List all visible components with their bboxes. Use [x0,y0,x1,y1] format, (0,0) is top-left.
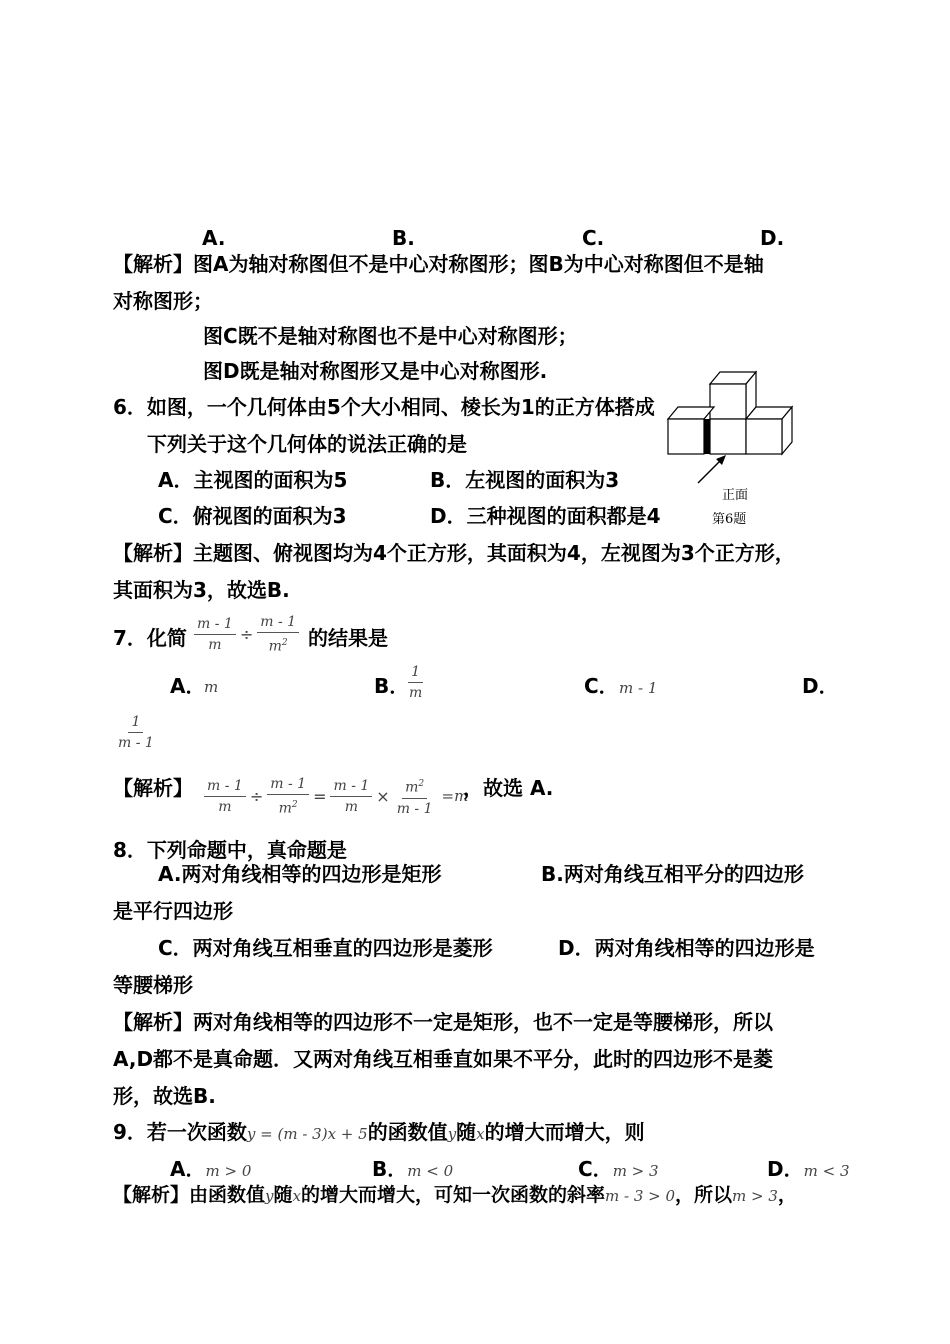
q7-option-c-label: C． [584,674,619,698]
q9-stem-sui: 随 [456,1120,477,1144]
q6-stem-line-1: 6．如图，一个几何体由5个大小相同、棱长为1的正方体搭成 [113,395,655,419]
q8-stem: 8．下列命题中，真命题是 [113,838,347,862]
q9-option-d: D．m < 3 [767,1157,850,1181]
q7-option-b-value: $\frac{1}{m}$ [409,664,423,701]
q6-stem-line-2: 下列关于这个几何体的说法正确的是 [147,432,467,456]
q9-option-c: C．m > 3 [578,1157,659,1181]
q6-option-d: D．三种视图的面积都是4 [430,504,661,528]
q7-stem-prefix: 7．化简 [113,626,187,650]
q8-option-d: D．两对角线相等的四边形是 [558,936,815,960]
q8-analysis-line-1: 【解析】两对角线相等的四边形不一定是矩形，也不一定是等腰梯形，所以 [113,1010,773,1034]
q5-option-a: A. [202,226,226,250]
q5-option-c: C. [582,226,605,250]
q5-analysis-line-1: 【解析】图A为轴对称图但不是中心对称图形；图B为中心对称图但不是轴 [113,252,764,276]
q9-stem [113,1120,645,1146]
q6-analysis-line-2: 其面积为3，故选B. [113,578,290,602]
q6-option-a: A．主视图的面积为5 [158,468,348,492]
q7-option-b-label: B． [374,674,410,698]
q5-analysis-line-2: 对称图形； [113,289,213,313]
q7-analysis-label: 【解析】 [113,776,193,800]
q7-frac-1: $\frac{m - 1}{m}$ [194,615,236,654]
cube-top-front [710,384,746,419]
q6-figure-caption: 第6题 [712,512,747,527]
q9-stem-expression: y = (m - 3)x + 5 [246,1125,368,1143]
q8-option-b: B.两对角线互相平分的四边形 [541,862,804,886]
q9-stem-x: x [476,1125,485,1143]
q9-stem-mid: 的函数值 [367,1120,448,1144]
q7-stem-suffix: 的结果是 [308,626,388,650]
q6-analysis-line-1: 【解析】主题图、俯视图均为4个正方形，其面积为4，左视图为3个正方形， [113,541,795,565]
q7-option-a-value: m [204,678,219,696]
q5-option-b: B. [392,226,415,250]
q8-option-d-cont: 等腰梯形 [113,973,193,997]
q7-option-a-label: A． [170,674,206,698]
q6-figure-front-label: 正面 [722,488,749,503]
q9-stem-y: y [447,1125,457,1143]
q9-analysis: 【解析】由函数值y随x的增大而增大，可知一次函数的斜率m - 3 > 0，所以m > 3， [113,1184,797,1206]
q7-option-c-value: m - 1 [619,679,658,697]
q8-option-a: A.两对角线相等的四边形是矩形 [158,862,442,886]
cube-middle-front [710,419,746,454]
q8-analysis-line-3: 形，故选B. [113,1084,216,1108]
q7-option-d-value: $\frac{1}{m - 1}$ [118,714,154,751]
cube-right-front [746,419,782,454]
q5-option-d: D. [760,226,785,250]
q5-analysis-line-3: 图C既不是轴对称图也不是中心对称图形； [203,324,578,348]
q8-analysis-line-2: A,D都不是真命题．又两对角线互相垂直如果不平分，此时的四边形不是菱 [113,1047,774,1071]
q7-frac-2: $\frac{m - 1}{m^2}$ [257,613,299,656]
q5-analysis-line-4: 图D既是轴对称图形又是中心对称图形. [203,359,548,383]
q7-expression: $\frac{m - 1}{m}$ ÷ $\frac{m - 1}{m^2}$ [192,613,301,656]
q8-option-c: C．两对角线互相垂直的四边形是菱形 [158,936,493,960]
cube-left-front [668,419,704,454]
q6-option-c: C．俯视图的面积为3 [158,504,347,528]
q7-analysis-tail: ，故选 A. [463,776,554,800]
q9-stem-suffix: 的增大而增大，则 [484,1120,645,1144]
q7-analysis-expression: $\frac{m - 1}{m}$ ÷ $\frac{m - 1}{m^2}$ = $\frac{m - 1}{m}$ × $\frac{m^2}{m - 1}$ =m [202,775,468,818]
q9-option-b: B．m < 0 [372,1157,454,1181]
q7-option-d-label: D． [802,674,839,698]
q8-option-b-cont: 是平行四边形 [113,899,233,923]
q6-option-b: B．左视图的面积为3 [430,468,620,492]
q9-stem-prefix: 9．若一次函数 [113,1120,247,1144]
q9-option-a: A．m > 0 [170,1157,252,1181]
